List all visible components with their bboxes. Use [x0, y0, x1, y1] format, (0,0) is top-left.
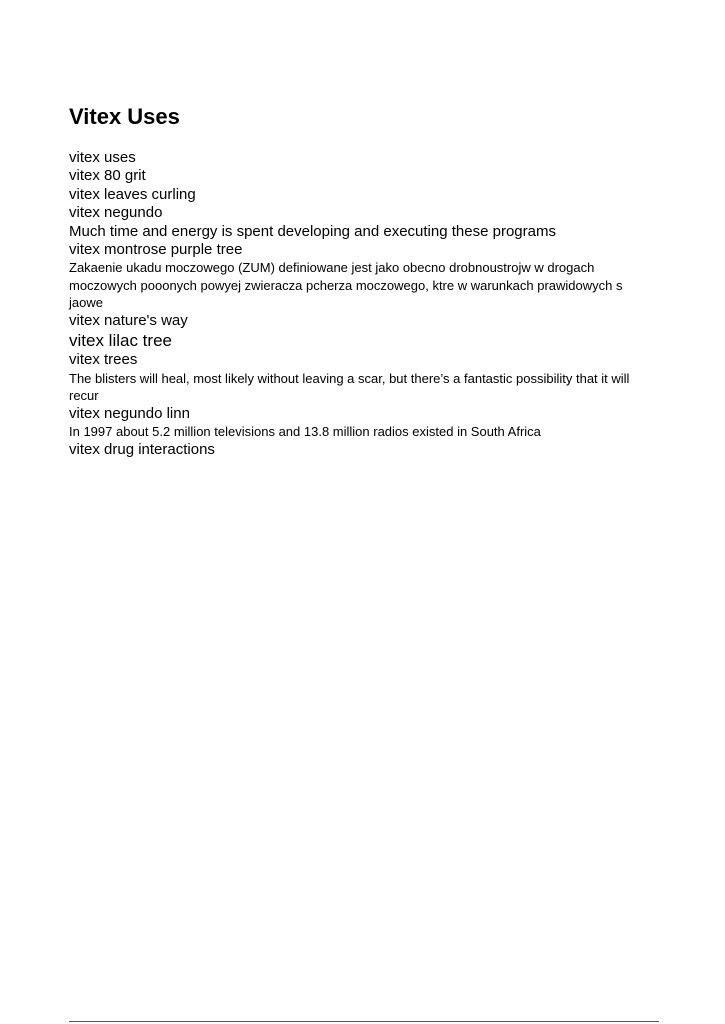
content-line: vitex uses	[69, 149, 136, 166]
content-line: vitex 80 grit	[69, 167, 146, 185]
content-line: vitex negundo linn	[69, 404, 190, 422]
content-line: Much time and energy is spent developing and executing these programs	[69, 222, 556, 240]
content-line: vitex montrose purple tree	[69, 241, 243, 259]
content-line: vitex drug interactions	[69, 440, 215, 458]
content-lines	[69, 149, 659, 459]
content-line: vitex lilac tree	[69, 331, 172, 351]
content-line: The blisters will heal, most likely without leaving a scar, but there’s a fantastic possibility that it will recur	[69, 370, 630, 404]
footer-divider	[69, 1021, 659, 1022]
content-line: Zakaenie ukadu moczowego (ZUM) definiowane jest jako obecno drobnoustrojw w drogach moczowych pooonych powyej zwieracza pcherza moczowego, ktre w warunkach prawidowych s jaowe	[69, 260, 623, 311]
content-line: vitex leaves curling	[69, 185, 196, 203]
content-line: In 1997 about 5.2 million televisions and 13.8 million radios existed in South Africa	[69, 424, 541, 440]
content-line: vitex negundo	[69, 204, 163, 222]
page-title: Vitex Uses	[69, 104, 180, 129]
content-line: vitex trees	[69, 351, 138, 369]
content-line: vitex nature's way	[69, 311, 188, 329]
document-page	[69, 103, 659, 459]
